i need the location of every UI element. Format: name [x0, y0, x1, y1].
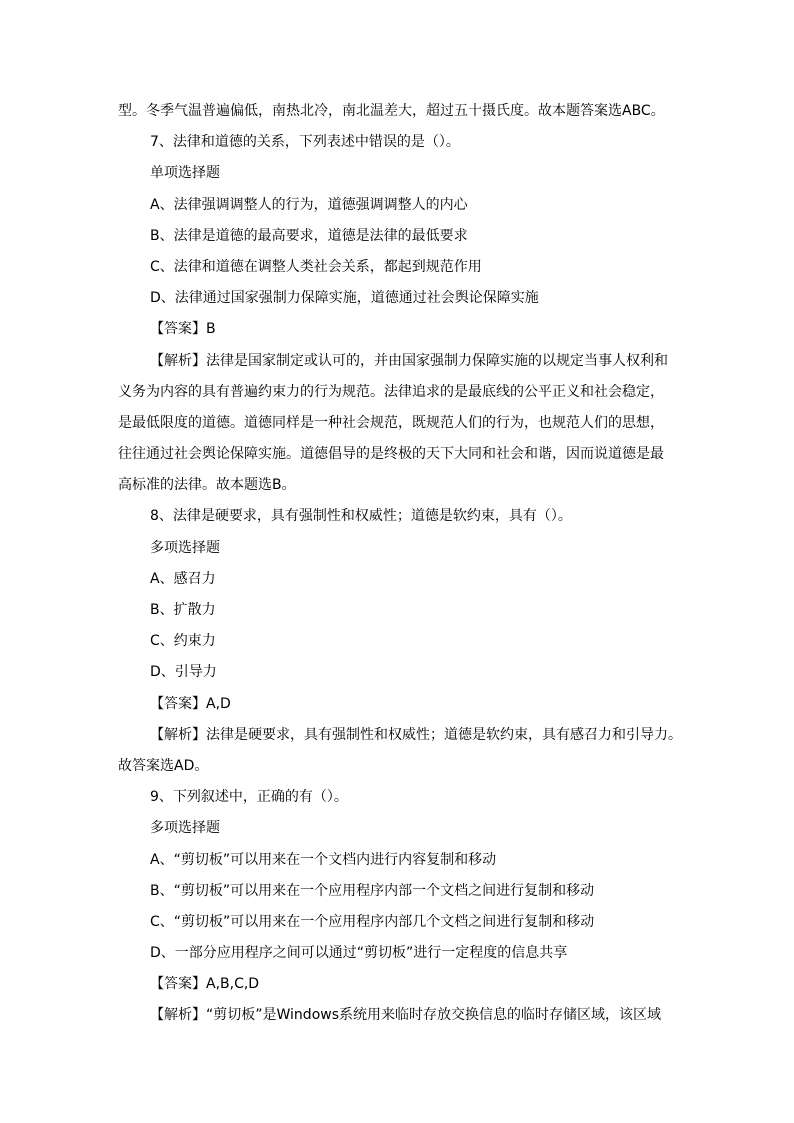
question-8	[0, 501, 794, 782]
question-type: 多项选择题	[150, 539, 220, 556]
option-b: B、“剪切板”可以用来在一个应用程序内部一个文档之间进行复制和移动	[150, 882, 595, 899]
question-7	[0, 127, 794, 501]
document-page	[0, 96, 794, 1032]
option-d: D、引导力	[150, 664, 217, 681]
analysis-line: 义务为内容的具有普遍约束力的行为规范。法律追求的是最底线的公平正义和社会稳定，	[118, 383, 664, 400]
analysis-line: 【解析】“剪切板”是Windows系统用来临时存放交换信息的临时存储区域，该区域	[150, 1007, 661, 1024]
answer: 【答案】B	[150, 321, 216, 338]
option-c: C、约束力	[150, 633, 216, 650]
answer: 【答案】A,B,C,D	[150, 976, 260, 993]
question-type: 单项选择题	[150, 165, 220, 182]
option-d: D、一部分应用程序之间可以通过“剪切板”进行一定程度的信息共享	[150, 945, 568, 962]
option-a: A、法律强调调整人的行为，道德强调调整人的内心	[150, 196, 468, 213]
analysis-line: 往往通过社会舆论保障实施。道德倡导的是终极的天下大同和社会和谐，因而说道德是最	[118, 446, 664, 463]
question-stem: 9、下列叙述中，正确的有（）。	[150, 789, 348, 806]
analysis-line: 故答案选AD。	[118, 757, 209, 774]
question-stem: 8、法律是硬要求，具有强制性和权威性；道德是软约束，具有（）。	[150, 508, 572, 525]
option-c: C、法律和道德在调整人类社会关系，都起到规范作用	[150, 258, 482, 275]
option-c: C、“剪切板”可以用来在一个应用程序内部几个文档之间进行复制和移动	[150, 913, 595, 930]
option-a: A、“剪切板”可以用来在一个文档内进行内容复制和移动	[150, 851, 497, 868]
option-d: D、法律通过国家强制力保障实施，道德通过社会舆论保障实施	[150, 290, 539, 307]
question-type: 多项选择题	[150, 820, 220, 837]
analysis-line: 【解析】法律是国家制定或认可的，并由国家强制力保障实施的以规定当事人权利和	[150, 352, 668, 369]
option-b: B、法律是道德的最高要求，道德是法律的最低要求	[150, 227, 468, 244]
analysis-line: 是最低限度的道德。道德同样是一种社会规范，既规范人们的行为，也规范人们的思想，	[118, 414, 664, 431]
analysis-line: 【解析】法律是硬要求，具有强制性和权威性；道德是软约束，具有感召力和引导力。	[150, 726, 682, 743]
question-9	[0, 782, 794, 1032]
question-stem: 7、法律和道德的关系，下列表述中错误的是（）。	[150, 134, 460, 151]
option-b: B、扩散力	[150, 602, 216, 618]
analysis-line: 高标准的法律。故本题选B。	[118, 477, 296, 494]
answer: 【答案】A,D	[150, 695, 231, 712]
previous-analysis-tail: 型。冬季气温普遍偏低，南热北冷，南北温差大，超过五十摄氏度。故本题答案选ABC。	[118, 103, 665, 119]
option-a: A、感召力	[150, 570, 216, 587]
